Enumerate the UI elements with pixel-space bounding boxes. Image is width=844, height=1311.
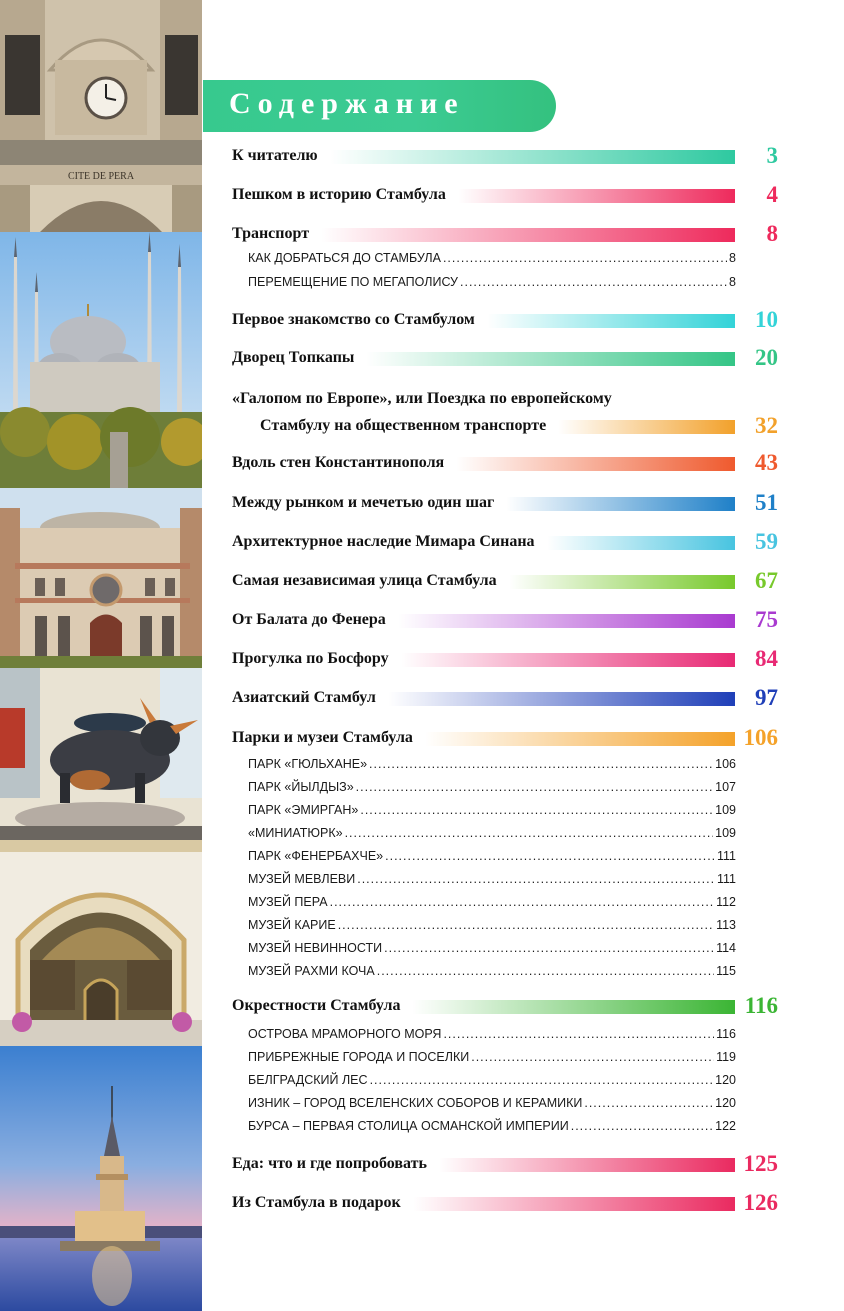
toc-page-number: 75 — [755, 607, 778, 632]
toc-page-number: 20 — [755, 345, 778, 370]
toc-subentry — [248, 1026, 736, 1042]
toc-subentry-title: ОСТРОВА МРАМОРНОГО МОРЯ — [248, 1027, 442, 1041]
toc-page-number: 4 — [766, 182, 778, 207]
toc-subentry-title: МУЗЕЙ МЕВЛЕВИ — [248, 872, 356, 886]
toc-entry-title: К читателю — [232, 147, 318, 164]
toc-subentry-page: 109 — [715, 826, 736, 840]
toc-subentry-title: БУРСА – ПЕРВАЯ СТОЛИЦА ОСМАНСКОЙ ИМПЕРИИ — [248, 1119, 569, 1133]
toc-gradient-bar — [439, 1158, 735, 1172]
toc-subentry-title: «МИНИАТЮРК» — [248, 826, 343, 840]
toc-subentry-title: ПАРК «ГЮЛЬХАНЕ» — [248, 757, 368, 771]
toc-leader-dots — [338, 917, 714, 933]
toc-subentry-title: ПРИБРЕЖНЫЕ ГОРОДА И ПОСЕЛКИ — [248, 1050, 470, 1064]
toc-gradient-bar — [388, 692, 735, 706]
toc-leader-dots — [584, 1095, 713, 1111]
toc-subentry — [248, 940, 736, 956]
toc-entry-title: Вдоль стен Константинополя — [232, 454, 445, 471]
toc-gradient-bar — [558, 420, 735, 434]
toc-subentry-title: МУЗЕЙ КАРИЕ — [248, 918, 336, 932]
toc-page-number: 84 — [755, 646, 778, 671]
toc-leader-dots — [571, 1118, 713, 1134]
toc-entry-title: Архитектурное наследие Мимара Синана — [232, 533, 535, 550]
toc-entry-title: Еда: что и где попробовать — [232, 1155, 427, 1172]
toc-leader-dots — [385, 848, 715, 864]
toc-subentry — [248, 1049, 736, 1065]
toc-subentry-page: 111 — [716, 849, 736, 863]
toc-leader-dots — [370, 1072, 714, 1088]
toc-gradient-bar — [425, 732, 735, 746]
toc-leader-dots — [356, 779, 713, 795]
photo-sirkeci-station — [0, 488, 202, 668]
toc-entry-title: От Балата до Фенера — [232, 611, 386, 628]
toc-subentry — [248, 250, 736, 266]
toc-subentry — [248, 1118, 736, 1134]
photo-ornate-gate — [0, 840, 202, 1046]
toc-gradient-bar — [401, 653, 735, 667]
toc-gradient-bar — [509, 575, 735, 589]
toc-entry-title: Парки и музеи Стамбула — [232, 729, 413, 746]
toc-subentry-page: 114 — [716, 941, 736, 955]
toc-gradient-bar — [398, 614, 735, 628]
toc-subentry — [248, 1095, 736, 1111]
toc-entry-title: Окрестности Стамбула — [232, 997, 401, 1014]
toc-entry-title: Транспорт — [232, 225, 310, 242]
toc-subentry-title: МУЗЕЙ РАХМИ КОЧА — [248, 964, 375, 978]
toc-subentry-page: 115 — [716, 964, 736, 978]
photo-blue-mosque — [0, 232, 202, 488]
toc-leader-dots — [369, 756, 713, 772]
toc-entry-title: Самая независимая улица Стамбула — [232, 572, 497, 589]
toc-subentry-page: 111 — [716, 872, 736, 886]
toc-leader-dots — [471, 1049, 714, 1065]
toc-leader-dots — [345, 825, 714, 841]
toc-gradient-bar — [547, 536, 735, 550]
toc-page-number: 125 — [743, 1151, 778, 1176]
toc-entry-title: Дворец Топкапы — [232, 349, 355, 366]
toc-leader-dots — [443, 1026, 714, 1042]
toc-page-number: 10 — [755, 307, 778, 332]
toc-subentry — [248, 825, 736, 841]
toc-leader-dots — [377, 963, 714, 979]
toc-gradient-bar — [412, 1000, 735, 1014]
toc-page-number: 51 — [755, 490, 778, 515]
toc-subentry-page: 122 — [715, 1119, 736, 1133]
toc-subentry-page: 106 — [715, 757, 736, 771]
toc-page-number: 97 — [755, 685, 778, 710]
toc-leader-dots — [460, 274, 727, 290]
toc-leader-dots — [443, 250, 727, 266]
toc-page-number: 43 — [755, 450, 778, 475]
toc-gradient-bar — [366, 352, 735, 366]
toc-entry-title: Между рынком и мечетью один шаг — [232, 494, 495, 511]
toc-page-number: 106 — [743, 725, 778, 750]
toc-page-number: 126 — [743, 1190, 778, 1215]
toc-subentry — [248, 1072, 736, 1088]
toc-entry-title: Пешком в историю Стамбула — [232, 186, 446, 203]
toc-gradient-bar — [413, 1197, 735, 1211]
toc-gradient-bar — [321, 228, 735, 242]
toc-leader-dots — [360, 802, 713, 818]
toc-leader-dots — [357, 871, 715, 887]
toc-entry-title-continued: Стамбулу на общественном транспорте — [260, 417, 547, 434]
toc-subentry-title: МУЗЕЙ ПЕРА — [248, 895, 328, 909]
toc-page-number: 8 — [766, 221, 778, 246]
toc-leader-dots — [384, 940, 714, 956]
toc-entry-title: Первое знакомство со Стамбулом — [232, 311, 475, 328]
toc-subentry-title: ПЕРЕМЕЩЕНИЕ ПО МЕГАПОЛИСУ — [248, 275, 458, 289]
toc-subentry-title: ПАРК «ЙЫЛДЫЗ» — [248, 780, 354, 794]
toc-page-number: 67 — [755, 568, 778, 593]
toc-subentry-page: 8 — [729, 251, 736, 265]
photo-maidens-tower — [0, 1046, 202, 1311]
toc-subentry-title: БЕЛГРАДСКИЙ ЛЕС — [248, 1073, 368, 1087]
toc-entry-title: Прогулка по Босфору — [232, 650, 389, 667]
toc-gradient-bar — [506, 497, 735, 511]
toc-subentry-page: 116 — [716, 1027, 736, 1041]
toc-subentry — [248, 848, 736, 864]
toc-page-number: 3 — [766, 143, 778, 168]
toc-gradient-bar — [487, 314, 735, 328]
toc-gradient-bar — [456, 457, 735, 471]
toc-leader-dots — [330, 894, 714, 910]
facade-sign-text: CITE DE PERA — [67, 171, 135, 182]
toc-subentry — [248, 756, 736, 772]
toc-entry-title: Азиатский Стамбул — [232, 689, 376, 706]
toc-page-number: 32 — [755, 413, 778, 438]
toc-subentry-page: 107 — [715, 780, 736, 794]
toc-subentry — [248, 917, 736, 933]
toc-subentry-title: КАК ДОБРАТЬСЯ ДО СТАМБУЛА — [248, 251, 441, 265]
toc-page-number: 59 — [755, 529, 778, 554]
toc-page-number: 116 — [744, 993, 778, 1018]
toc-subentry — [248, 894, 736, 910]
photo-bull-statue — [0, 668, 202, 840]
toc-subentry-page: 119 — [716, 1050, 736, 1064]
toc-subentry-title: ПАРК «ФЕНЕРБАХЧЕ» — [248, 849, 384, 863]
toc-subentry-page: 120 — [715, 1073, 736, 1087]
toc-entry-title: «Галопом по Европе», или Поездка по европейскому — [232, 390, 612, 407]
toc-subentry-page: 8 — [729, 275, 736, 289]
toc-subentry-title: ПАРК «ЭМИРГАН» — [248, 803, 359, 817]
toc-subentry — [248, 274, 736, 290]
toc-subentry — [248, 871, 736, 887]
photo-cite-de-pera — [0, 0, 202, 232]
photo-strip — [0, 0, 202, 1311]
toc-heading: Содержание — [229, 87, 465, 120]
toc-subentry-page: 112 — [716, 895, 736, 909]
toc-subentry — [248, 779, 736, 795]
toc-subentry-page: 109 — [715, 803, 736, 817]
toc-subentry-page: 113 — [716, 918, 736, 932]
toc-subentry — [248, 802, 736, 818]
toc-entry-title: Из Стамбула в подарок — [232, 1194, 401, 1211]
toc-subentry — [248, 963, 736, 979]
toc-gradient-bar — [458, 189, 735, 203]
toc-heading-banner — [203, 80, 556, 132]
toc-subentry-page: 120 — [715, 1096, 736, 1110]
toc-gradient-bar — [330, 150, 735, 164]
toc-subentry-title: МУЗЕЙ НЕВИННОСТИ — [248, 941, 383, 955]
toc-subentry-title: ИЗНИК – ГОРОД ВСЕЛЕНСКИХ СОБОРОВ И КЕРАМИКИ — [248, 1096, 583, 1110]
